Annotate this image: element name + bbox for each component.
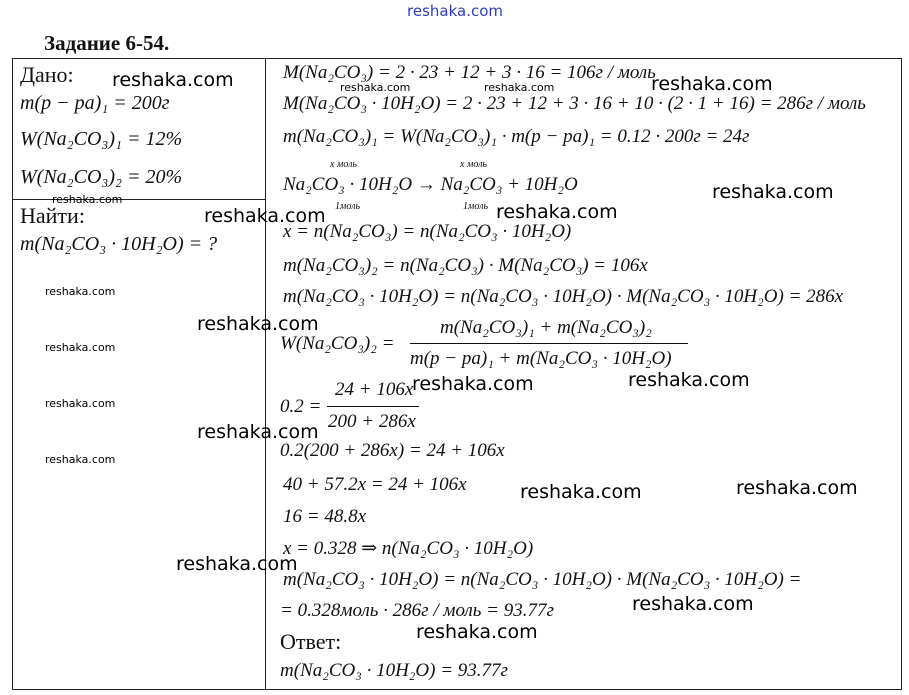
watermark-small: reshaka.com: [340, 81, 411, 94]
given-mass: m(p − pa)₁ = 200г: [20, 92, 170, 114]
final-mass-value: = 0.328моль · 286г / моль = 93.77г: [280, 600, 554, 621]
fraction-2-bar: [327, 406, 419, 407]
task-title: Задание 6-54.: [44, 31, 170, 55]
mass-na2co3-2: m(Na₂CO₃)₂ = n(Na₂CO₃) · M(Na₂CO₃) = 106x: [283, 255, 648, 276]
solute-mass-calc: m(Na₂CO₃)₁ = W(Na₂CO₃)₁ · m(p − pa)₁ = 0.12 · 200г = 24г: [283, 126, 750, 147]
reaction-one-mole-1: 1моль: [335, 201, 361, 212]
fraction-1-numerator: m(Na₂CO₃)₁ + m(Na₂CO₃)₂: [440, 317, 652, 338]
mass-hydrate-expression: m(Na₂CO₃ · 10H₂O) = n(Na₂CO₃ · 10H₂O) · M(Na₂CO₃ · 10H₂O) = 286x: [283, 286, 844, 307]
watermark: reshaka.com: [412, 373, 534, 395]
reaction-mole-label-1: x моль: [330, 159, 357, 170]
answer-header: Ответ:: [280, 629, 342, 654]
final-mass-expression: m(Na₂CO₃ · 10H₂O) = n(Na₂CO₃ · 10H₂O) · M(Na₂CO₃ · 10H₂O) =: [283, 569, 802, 590]
watermark-small: reshaka.com: [45, 341, 116, 354]
watermark: reshaka.com: [520, 481, 642, 503]
fraction-1-denominator: m(p − pa)₁ + m(Na₂CO₃ · 10H₂O): [410, 348, 672, 369]
watermark-small: reshaka.com: [484, 81, 555, 94]
watermark: reshaka.com: [112, 69, 234, 91]
watermark: reshaka.com: [628, 369, 750, 391]
watermark: reshaka.com: [197, 421, 319, 443]
given-fraction-1: W(Na₂CO₃)₁ = 12%: [20, 128, 183, 150]
equation-step-1: 0.2(200 + 286x) = 24 + 106x: [280, 440, 505, 461]
mole-equality: x = n(Na₂CO₃) = n(Na₂CO₃ · 10H₂O): [283, 221, 572, 242]
find-header: Найти:: [20, 203, 85, 228]
watermark: reshaka.com: [736, 477, 858, 499]
equation-step-2: 40 + 57.2x = 24 + 106x: [283, 474, 467, 495]
fraction-2-denominator: 200 + 286x: [328, 411, 416, 432]
column-divider: [265, 58, 266, 690]
watermark: reshaka.com: [651, 73, 773, 95]
watermark-small: reshaka.com: [45, 453, 116, 466]
reaction-one-mole-2: 1моль: [463, 201, 489, 212]
given-header: Дано:: [20, 62, 74, 87]
site-link[interactable]: reshaka.com: [407, 2, 503, 20]
watermark: reshaka.com: [632, 593, 754, 615]
watermark-small: reshaka.com: [52, 193, 123, 206]
fraction-1-lhs: W(Na₂CO₃)₂ =: [280, 333, 395, 354]
molar-mass-na2co3: M(Na₂CO₃) = 2 · 23 + 12 + 3 · 16 = 106г / моль: [283, 62, 656, 83]
reaction-equation: Na₂CO₃ · 10H₂O → Na₂CO₃ + 10H₂O: [283, 174, 578, 195]
watermark: reshaka.com: [197, 313, 319, 335]
watermark: reshaka.com: [496, 201, 618, 223]
x-result: x = 0.328 ⇒ n(Na₂CO₃ · 10H₂O): [283, 538, 534, 559]
molar-mass-hydrate: M(Na₂CO₃ · 10H₂O) = 2 · 23 + 12 + 3 · 16 + 10 · (2 · 1 + 16) = 286г / моль: [283, 93, 866, 114]
fraction-1-bar: [410, 343, 688, 344]
watermark-small: reshaka.com: [45, 285, 116, 298]
answer-expression: m(Na₂CO₃ · 10H₂O) = 93.77г: [280, 660, 508, 681]
given-find-divider: [12, 199, 266, 200]
watermark: reshaka.com: [176, 553, 298, 575]
given-fraction-2: W(Na₂CO₃)₂ = 20%: [20, 166, 183, 188]
reaction-mole-label-2: x моль: [460, 159, 487, 170]
fraction-2-numerator: 24 + 106x: [335, 379, 414, 400]
equation-step-3: 16 = 48.8x: [283, 506, 367, 527]
watermark: reshaka.com: [416, 621, 538, 643]
watermark: reshaka.com: [204, 205, 326, 227]
find-expression: m(Na₂CO₃ · 10H₂O) = ?: [20, 233, 218, 255]
fraction-2-lhs: 0.2 =: [280, 396, 322, 417]
watermark-small: reshaka.com: [45, 397, 116, 410]
watermark: reshaka.com: [712, 181, 834, 203]
